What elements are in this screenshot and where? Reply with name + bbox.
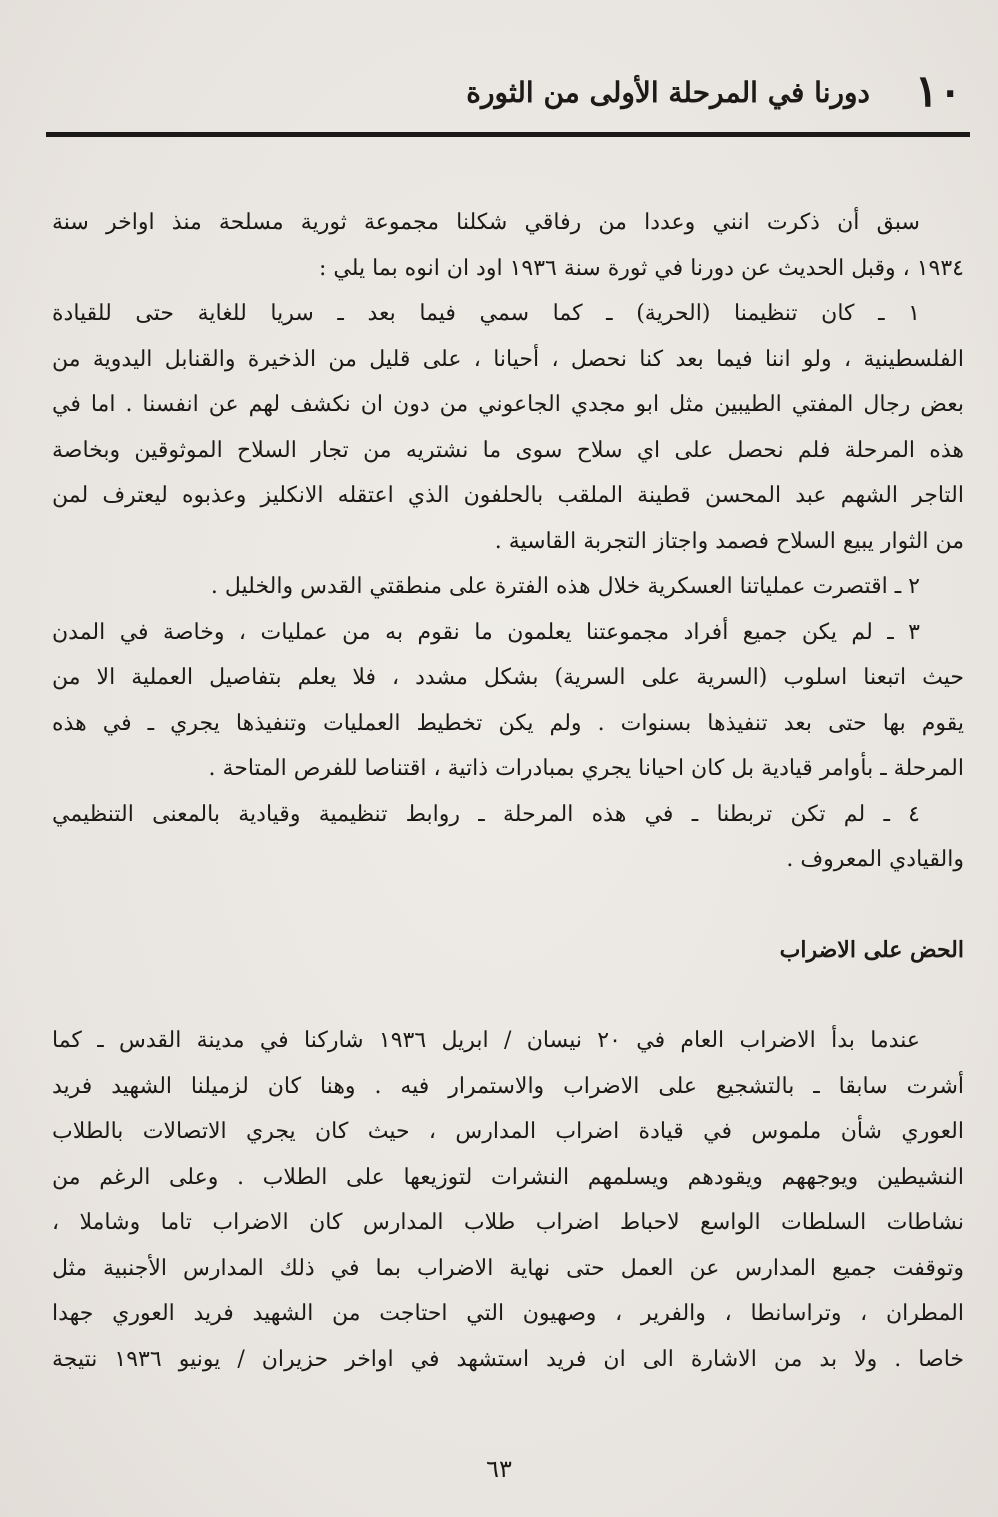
section-heading: الحض على الاضراب xyxy=(779,936,964,963)
section-gap xyxy=(52,883,964,928)
paragraph-line: ٢ ـ اقتصرت عملياتنا العسكرية خلال هذه الفترة على منطقتي القدس والخليل . xyxy=(210,574,920,599)
body-text xyxy=(52,200,964,1382)
header-rule xyxy=(46,132,970,137)
paragraph-line: وتوقفت جميع المدارس عن العمل حتى نهاية الاضراب بما في ذلك المدارس الأجنبية مثل xyxy=(52,1255,964,1281)
paragraph-line: حيث اتبعنا اسلوب (السرية على السرية) بشكل مشدد ، فلا يعلم بتفاصيل العملية الا من xyxy=(52,665,964,690)
paragraph-line: ٣ ـ لم يكن جميع أفراد مجموعتنا يعلمون ما نقوم به من عمليات ، وخاصة في المدن xyxy=(52,619,920,645)
paragraph-line: المطران ، وتراسانطا ، والفرير ، وصهيون التي احتاجت من الشهيد فريد العوري جهدا xyxy=(52,1301,964,1326)
paragraph-line: هذه المرحلة فلم نحصل على اي سلاح سوى ما نشتريه من تجار السلاح الموثوقين وبخاصة xyxy=(52,437,964,463)
paragraph-line: ٤ ـ لم تكن تربطنا ـ في هذه المرحلة ـ روابط تنظيمية وقيادية بالمعنى التنظيمي xyxy=(52,801,920,827)
paragraph-line: عندما بدأ الاضراب العام في ٢٠ نيسان / ابريل ١٩٣٦ شاركنا في مدينة القدس ـ كما xyxy=(52,1028,920,1053)
paragraph-line: المرحلة ـ بأوامر قيادية بل كان احيانا يجري بمبادرات ذاتية ، اقتناصا للفرص المتاحة . xyxy=(208,756,964,781)
page-number: ٦٣ xyxy=(486,1455,512,1483)
chapter-title: دورنا في المرحلة الأولى من الثورة xyxy=(466,76,870,109)
chapter-header xyxy=(40,62,970,122)
paragraph-line: ١ ـ كان تنظيمنا (الحرية) ـ كما سمي فيما بعد ـ سريا للغاية حتى للقيادة xyxy=(52,301,920,326)
paragraph-line: بعض رجال المفتي الطيبين مثل ابو مجدي الجاعوني من دون ان نكشف لهم عن انفسنا . اما في xyxy=(52,392,964,417)
paragraph-line: الفلسطينية ، ولو اننا فيما بعد كنا نحصل ، أحيانا ، على قليل من الذخيرة والقنابل اليدوية من xyxy=(52,346,964,372)
paragraph-line: والقيادي المعروف . xyxy=(786,847,964,872)
paragraph-line: النشيطين ويوجههم ويقودهم ويسلمهم النشرات لتوزيعها على الطلاب . وعلى الرغم من xyxy=(52,1164,964,1190)
paragraph-line: سبق أن ذكرت انني وعددا من رفاقي شكلنا مجموعة ثورية مسلحة منذ اواخر سنة xyxy=(52,210,920,235)
section-gap xyxy=(52,973,964,1018)
paragraph-line: نشاطات السلطات الواسع لاحباط اضراب طلاب المدارس كان الاضراب تاما وشاملا ، xyxy=(52,1210,964,1235)
chapter-number: ١٠ xyxy=(914,66,962,117)
paragraph-line: من الثوار يبيع السلاح فصمد واجتاز التجربة القاسية . xyxy=(494,528,964,554)
paragraph-line: أشرت سابقا ـ بالتشجيع على الاضراب والاستمرار فيه . وهنا كان لزميلنا الشهيد فريد xyxy=(52,1073,964,1099)
paragraph-line: خاصا . ولا بد من الاشارة الى ان فريد استشهد في اواخر حزيران / يونيو ١٩٣٦ نتيجة xyxy=(52,1346,964,1372)
paragraph-line: العوري شأن ملموس في قيادة اضراب المدارس ، حيث كان يجري الاتصالات بالطلاب xyxy=(52,1119,964,1144)
paragraph-line: التاجر الشهم عبد المحسن قطينة الملقب بالحلفون الذي اعتقله الانكليز وعذبوه ليعترف لمن xyxy=(52,483,964,508)
paragraph-line: يقوم بها حتى بعد تنفيذها بسنوات . ولم يكن تخطيط العمليات وتنفيذها يجري ـ في هذه xyxy=(52,710,964,736)
paragraph-line: ١٩٣٤ ، وقبل الحديث عن دورنا في ثورة سنة ١٩٣٦ اود ان انوه بما يلي : xyxy=(319,255,964,281)
